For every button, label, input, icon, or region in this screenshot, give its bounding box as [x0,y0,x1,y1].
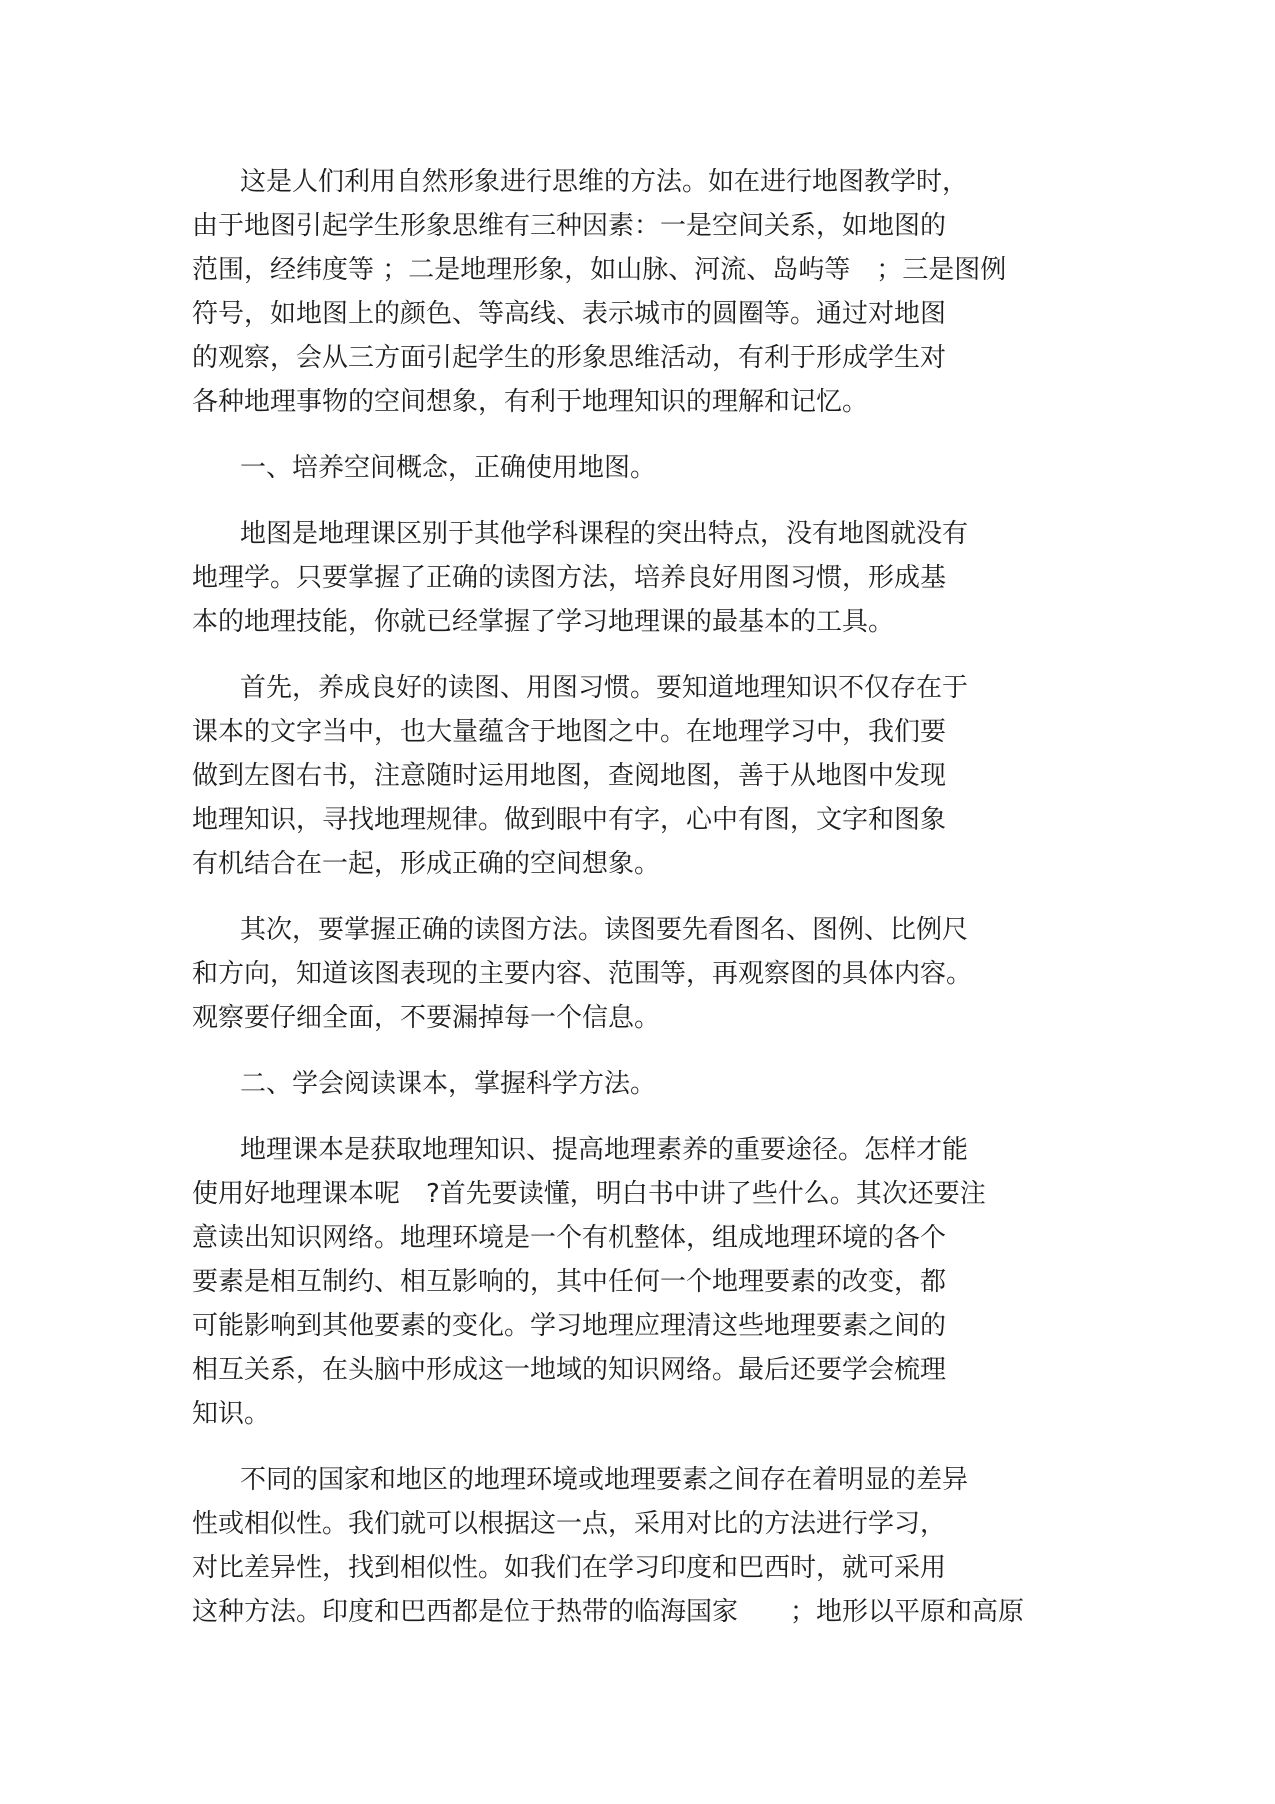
text-line: 由于地图引起学生形象思维有三种因素：一是空间关系，如地图的 [192,211,947,241]
text-line: 符号，如地图上的颜色、等高线、表示城市的圆圈等。通过对地图 [192,299,947,329]
text-line: 这是人们利用自然形象进行思维的方法。如在进行地图教学时， [240,167,969,197]
text-line: 知识。 [192,1399,271,1429]
text-line: 和方向，知道该图表现的主要内容、范围等，再观察图的具体内容。 [192,959,973,989]
document-body [192,160,1082,1656]
text-line: 可能影响到其他要素的变化。学习地理应理清这些地理要素之间的 [192,1311,947,1341]
text-line: 做到左图右书，注意随时运用地图，查阅地图，善于从地图中发现 [192,761,947,791]
text-line: 使用好地理课本呢 ?首先要读懂，明白书中讲了些什么。其次还要注 [192,1179,986,1209]
text-line: 不同的国家和地区的地理环境或地理要素之间存在着明显的差异 [240,1465,969,1495]
section-heading-2 [192,1062,1082,1106]
text-line: 地图是地理课区别于其他学科课程的突出特点，没有地图就没有 [240,519,969,549]
heading-line: 二、学会阅读课本，掌握科学方法。 [240,1069,657,1099]
text-line: 有机结合在一起，形成正确的空间想象。 [192,849,661,879]
text-line: 这种方法。印度和巴西都是位于热带的临海国家 ；地形以平原和高原 [192,1597,1025,1627]
text-line: 的观察，会从三方面引起学生的形象思维活动，有利于形成学生对 [192,343,947,373]
paragraph-reading-method [192,908,1082,1040]
text-line: 意读出知识网络。地理环境是一个有机整体，组成地理环境的各个 [192,1223,947,1253]
paragraph-textbook-use [192,1128,1082,1436]
paragraph-image-thinking [192,160,1082,424]
paragraph-reading-habits [192,666,1082,886]
text-line: 观察要仔细全面，不要漏掉每一个信息。 [192,1003,661,1033]
heading-line: 一、培养空间概念，正确使用地图。 [240,453,657,483]
text-line: 要素是相互制约、相互影响的，其中任何一个地理要素的改变，都 [192,1267,947,1297]
text-line: 其次，要掌握正确的读图方法。读图要先看图名、图例、比例尺 [240,915,969,945]
section-heading-1 [192,446,1082,490]
paragraph-comparison-method [192,1458,1082,1634]
text-line: 性或相似性。我们就可以根据这一点，采用对比的方法进行学习， [192,1509,947,1539]
text-line: 各种地理事物的空间想象，有利于地理知识的理解和记忆。 [192,387,869,417]
text-line: 相互关系，在头脑中形成这一地域的知识网络。最后还要学会梳理 [192,1355,947,1385]
text-line: 首先，养成良好的读图、用图习惯。要知道地理知识不仅存在于 [240,673,969,703]
paragraph-map-importance [192,512,1082,644]
text-line: 本的地理技能，你就已经掌握了学习地理课的最基本的工具。 [192,607,895,637]
text-line: 对比差异性，找到相似性。如我们在学习印度和巴西时，就可采用 [192,1553,947,1583]
text-line: 课本的文字当中，也大量蕴含于地图之中。在地理学习中，我们要 [192,717,947,747]
text-line: 地理知识，寻找地理规律。做到眼中有字，心中有图，文字和图象 [192,805,947,835]
text-line: 地理课本是获取地理知识、提高地理素养的重要途径。怎样才能 [240,1135,969,1165]
text-line: 范围，经纬度等 ；二是地理形象，如山脉、河流、岛屿等 ；三是图例 [192,255,1007,285]
text-line: 地理学。只要掌握了正确的读图方法，培养良好用图习惯，形成基 [192,563,947,593]
